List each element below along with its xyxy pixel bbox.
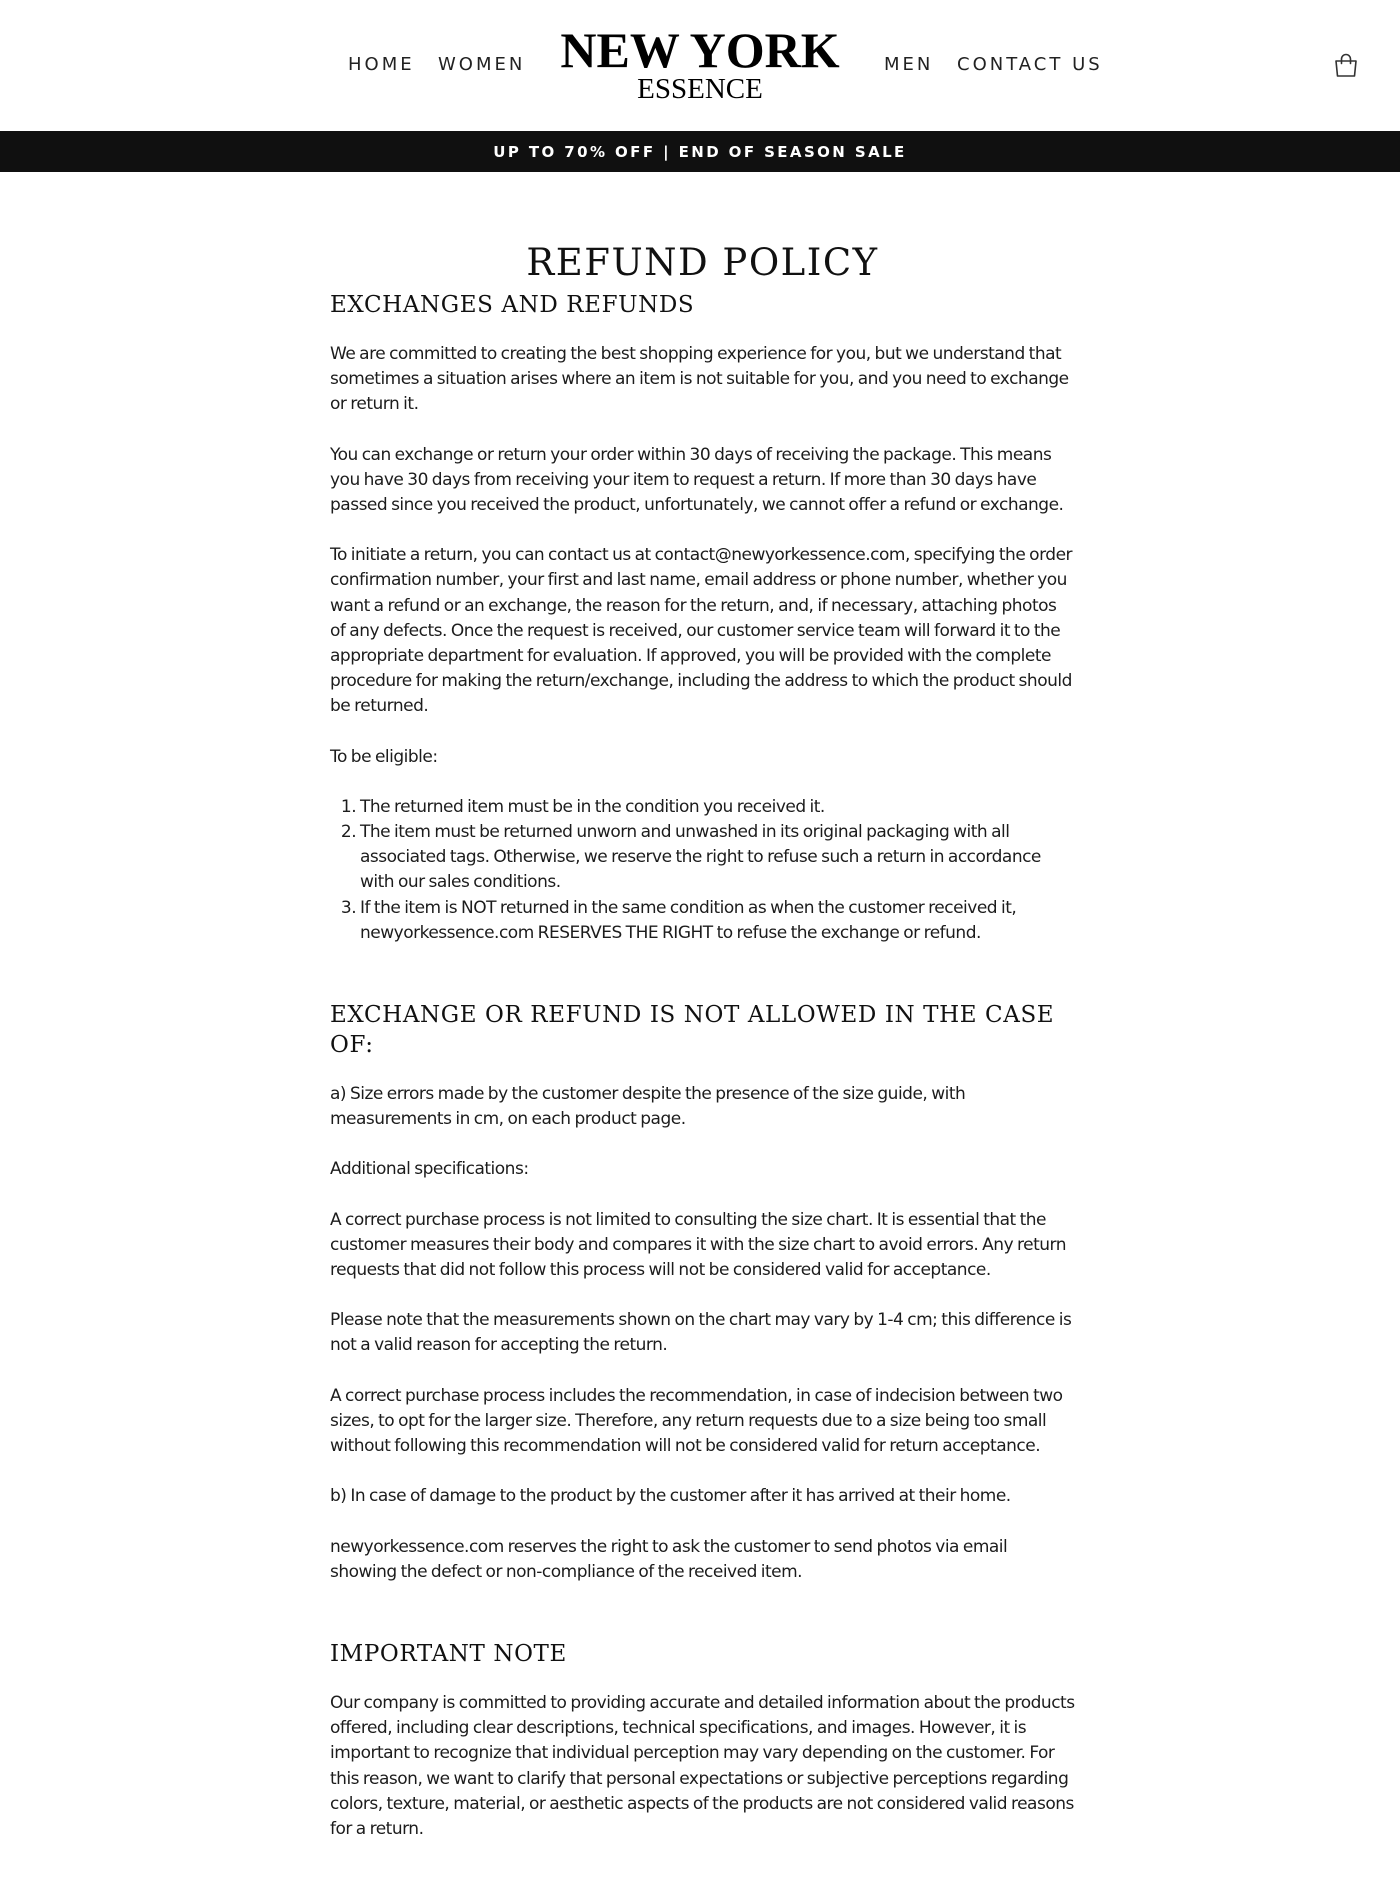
paragraph: Additional specifications:	[330, 1159, 529, 1180]
nav-women[interactable]: WOMEN	[438, 54, 526, 75]
section-heading-not-allowed: EXCHANGE OR REFUND IS NOT ALLOWED IN THE CASE OF:	[330, 1002, 1055, 1059]
list-item: 3. If the item is NOT returned in the same condition as when the customer received it, newyorkessence.com RESERVES THE RIGHT to refuse the exchange or refund.	[360, 896, 1075, 946]
announcement-bar	[0, 131, 1400, 172]
section-heading-important-note: IMPORTANT NOTE	[330, 1640, 567, 1667]
paragraph: newyorkessence.com reserves the right to ask the customer to send photos via email showing the defect or non-compliance of the received item.	[330, 1536, 1008, 1582]
list-item: 2. The item must be returned unworn and unwashed in its original packaging with all associated tags. Otherwise, we reserve the right to refuse such a return in accordance with our sales conditions.	[360, 820, 1075, 896]
paragraph: Please note that the measurements shown on the chart may vary by 1-4 cm; this difference is not a valid reason for accepting the return.	[330, 1310, 1072, 1356]
announcement-text: UP TO 70% OFF | END OF SEASON SALE	[493, 142, 907, 161]
paragraph: To be eligible:	[330, 746, 438, 767]
logo-line-2: ESSENCE	[637, 73, 763, 105]
section-heading-exchanges: EXCHANGES AND REFUNDS	[330, 292, 695, 318]
cart-icon[interactable]	[1333, 52, 1359, 78]
list-item: 1. The returned item must be in the condition you received it.	[360, 795, 1075, 820]
store-logo[interactable]	[560, 22, 840, 106]
paragraph: A correct purchase process is not limited to consulting the size chart. It is essential that the customer measures their body and compares it with the size chart to avoid errors. Any return requests that did not follow this process will not be considered valid for acceptance.	[330, 1209, 1067, 1281]
paragraph: To initiate a return, you can contact us at contact@newyorkessence.com, specifying the order confirmation number, your first and last name, email address or phone number, whether you want a refund or an exchange, the reason for the return, and, if necessary, attaching photos of any defects. Once the request is received, our customer service team will forward it to the appropriate department for evaluation. If approved, you will be provided with the complete procedure for making the return/exchange, including the address to which the product should be returned.	[330, 545, 1073, 717]
paragraph: A correct purchase process includes the recommendation, in case of indecision between two sizes, to opt for the larger size. Therefore, any return requests due to a size being too small without following this recommendation will not be considered valid for return acceptance.	[330, 1385, 1063, 1457]
paragraph: Our company is committed to providing accurate and detailed information about the products offered, including clear descriptions, technical specifications, and images. However, it is important to recognize that individual perception may vary depending on the customer. For this reason, we want to clarify that personal expectations or subjective perceptions regarding colors, texture, material, or aesthetic aspects of the products are not considered valid reasons for a return.	[330, 1692, 1075, 1839]
paragraph: a) Size errors made by the customer despite the presence of the size guide, with measurements in cm, on each product page.	[330, 1084, 966, 1130]
site-header	[0, 0, 1400, 131]
policy-content	[330, 240, 1075, 1867]
nav-men[interactable]: MEN	[884, 54, 934, 75]
page-title: REFUND POLICY	[526, 241, 879, 284]
nav-home[interactable]: HOME	[348, 54, 415, 75]
paragraph: We are committed to creating the best shopping experience for you, but we understand that sometimes a situation arises where an item is not suitable for you, and you need to exchange or return it.	[330, 344, 1069, 415]
paragraph: b) In case of damage to the product by the customer after it has arrived at their home.	[330, 1486, 1011, 1507]
nav-contact-us[interactable]: CONTACT US	[957, 54, 1103, 75]
logo-line-1: NEW YORK	[560, 22, 840, 78]
paragraph: You can exchange or return your order within 30 days of receiving the package. This means you have 30 days from receiving your item to request a return. If more than 30 days have passed since you received the product, unfortunately, we cannot offer a refund or exchange.	[330, 444, 1064, 516]
eligibility-list	[360, 795, 1075, 946]
